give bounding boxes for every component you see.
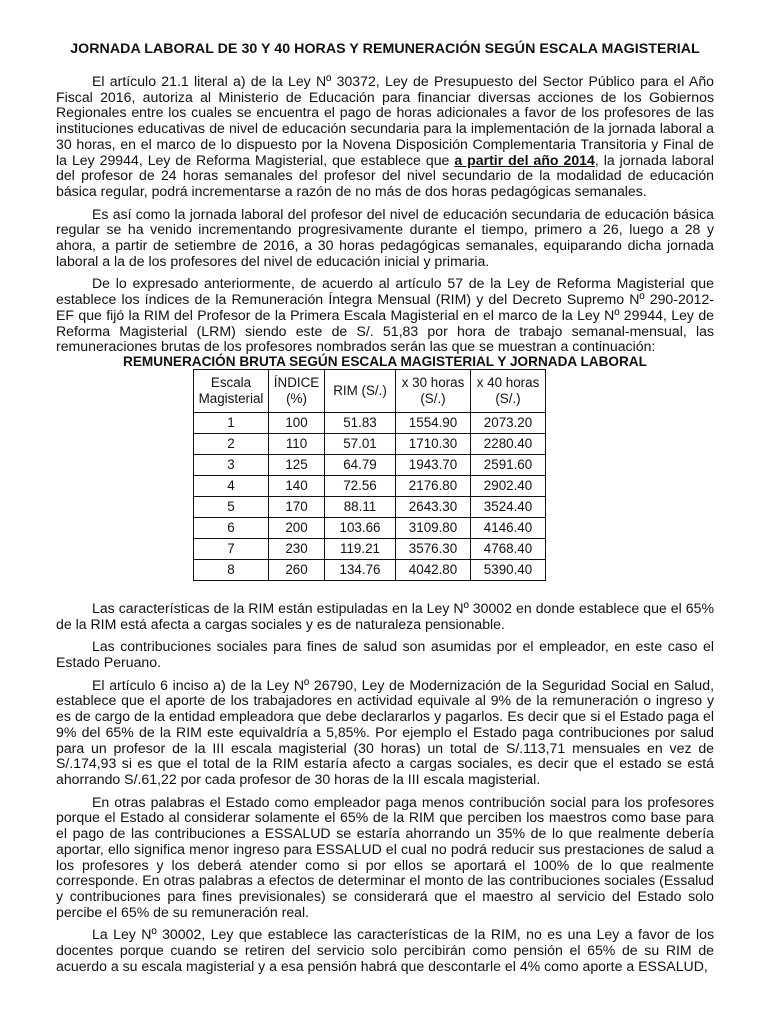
table-cell: 2643.30: [396, 496, 471, 517]
table-cell: 3524.40: [471, 496, 546, 517]
table-row: [194, 433, 546, 454]
table-cell: 4042.80: [396, 559, 471, 580]
table-cell: 103.66: [325, 517, 396, 538]
header-escala: Escala Magisterial: [194, 369, 269, 412]
paragraph-4: Las características de la RIM están estipuladas en la Ley Nº 30002 en donde establece que el 65% de la RIM está afecta a cargas sociales y es de naturaleza pensionable.: [56, 599, 714, 632]
table-cell: 5: [194, 496, 269, 517]
paragraph-1: [56, 74, 714, 200]
table-cell: 2902.40: [471, 475, 546, 496]
document-title: JORNADA LABORAL DE 30 Y 40 HORAS Y REMUNERACIÓN SEGÚN ESCALA MAGISTERIAL: [70, 41, 700, 57]
table-cell: 125: [269, 454, 325, 475]
table-cell: 4146.40: [471, 517, 546, 538]
table-cell: 2073.20: [471, 412, 546, 433]
table-cell: 57.01: [325, 433, 396, 454]
header-indice: ÍNDICE (%): [269, 369, 325, 412]
table-row: [194, 559, 546, 580]
table-cell: 200: [269, 517, 325, 538]
table-cell: 230: [269, 538, 325, 559]
table-row: [194, 454, 546, 475]
table-cell: 2280.40: [471, 433, 546, 454]
table-body: [194, 412, 546, 580]
table-cell: 6: [194, 517, 269, 538]
table-cell: 4: [194, 475, 269, 496]
paragraph-6: El artículo 6 inciso a) de la Ley Nº 26790, Ley de Modernización de la Seguridad Social en Salud, establece que el aporte de los trabajadores en actividad equivale al 9% de la remuneración o ingreso y es de cargo de la entidad empleadora que debe declararlos y pagarlos. Es decir que si el Estado paga el 9% del 65% de la RIM este equivaldría a 5,85%. Por ejemplo el Estado paga contribuciones por salud para un profesor de la III escala magisterial (30 horas) un total de S/.113,71 mensuales en vez de S/.174,93 si es que el total de la RIM estaría afecto a cargas sociales, es decir que el estado se está ahorrando S/.61,22 por cada profesor de 30 horas de la III escala magisterial.: [56, 676, 714, 787]
table-cell: 2: [194, 433, 269, 454]
table-cell: 1710.30: [396, 433, 471, 454]
table-cell: 3109.80: [396, 517, 471, 538]
paragraph-5: Las contribuciones sociales para fines de salud son asumidas por el empleador, en este caso el Estado Peruano.: [56, 638, 714, 671]
table-row: [194, 412, 546, 433]
table-cell: 134.76: [325, 559, 396, 580]
paragraph-1-text-end: , la jornada laboral del profesor de 24 horas semanales del profesor del nivel secundario de la modalidad de educación básica regular, podrá incrementarse a razón de no más de dos horas pedagógicas semanales.: [56, 151, 714, 199]
table-cell: 72.56: [325, 475, 396, 496]
table-cell: 1943.70: [396, 454, 471, 475]
table-row: [194, 475, 546, 496]
table-cell: 4768.40: [471, 538, 546, 559]
paragraph-7: En otras palabras el Estado como empleador paga menos contribución social para los profesores porque el Estado al considerar solamente el 65% de la RIM que perciben los maestros como base para el pago de las contribuciones a ESSALUD se estaría ahorrando un 35% de lo que realmente debería aportar, ello significa menor ingreso para ESSALUD el cual no podrá reducir sus prestaciones de salud a los profesores y los deberá atender como si por ellos se aportará el 100% de lo que realmente corresponde. En otras palabras a efectos de determinar el monto de las contribuciones sociales (Essalud y contribuciones para fines previsionales) se considerará que el maestro al servicio del Estado solo percibe el 65% de su remuneración real.: [56, 793, 714, 920]
header-rim: RIM (S/.): [325, 369, 396, 412]
table-cell: 7: [194, 538, 269, 559]
table-cell: 5390.40: [471, 559, 546, 580]
paragraph-3: De lo expresado anteriormente, de acuerdo al artículo 57 de la Ley de Reforma Magisterial que establece los índices de la Remuneración Íntegra Mensual (RIM) y del Decreto Supremo Nº 290-2012-EF que fijó la RIM del Profesor de la Primera Escala Magisterial en el marco de la Ley Nº 29944, Ley de Reforma Magisterial (LRM) siendo este de S/. 51,83 por hora de trabajo semanal-mensual, las remuneraciones brutas de los profesores nombrados serán las que se muestran a continuación:: [56, 275, 714, 355]
table-title: REMUNERACIÓN BRUTA SEGÚN ESCALA MAGISTERIAL Y JORNADA LABORAL: [123, 353, 647, 369]
table-cell: 170: [269, 496, 325, 517]
paragraph-1-emphasis: a partir del año 2014: [454, 151, 595, 168]
table-cell: 88.11: [325, 496, 396, 517]
table-cell: 2591.60: [471, 454, 546, 475]
paragraph-2: Es así como la jornada laboral del profesor del nivel de educación secundaria de educación básica regular se ha venido incrementando progresivamente durante el tiempo, primero a 26, luego a 28 y ahora, a partir de setiembre de 2016, a 30 horas pedagógicas semanales, equiparando dicha jornada laboral a la de los profesores del nivel de educación inicial y primaria.: [56, 205, 714, 269]
table-cell: 3576.30: [396, 538, 471, 559]
remuneration-table: [193, 369, 546, 581]
table-cell: 3: [194, 454, 269, 475]
paragraph-1-text-start: El artículo 21.1 literal a) de la Ley Nº 30372, Ley de Presupuesto del Sector Público para el Año Fiscal 2016, autoriza al Ministerio de Educación para financiar diversas acciones de los Gobiernos Regionales entre los cuales se encuentra el pago de horas adicionales a favor de los profesores de las instituciones educativas de nivel de educación secundaria para la implementación de la jornada laboral a 30 horas, en el marco de lo dispuesto por la Novena Disposición Complementaria Transitoria y Final de la Ley 29944, Ley de Reforma Magisterial, que establece que: [56, 73, 714, 168]
table-cell: 2176.80: [396, 475, 471, 496]
table-cell: 140: [269, 475, 325, 496]
table-cell: 64.79: [325, 454, 396, 475]
table-cell: 1: [194, 412, 269, 433]
table-row: [194, 538, 546, 559]
table-row: [194, 496, 546, 517]
table-cell: 1554.90: [396, 412, 471, 433]
paragraph-8: La Ley Nº 30002, Ley que establece las características de la RIM, no es una Ley a favor de los docentes porque cuando se retiren del servicio solo percibirán como pensión el 65% de su RIM de acuerdo a su escala magisterial y a esa pensión habrá que descontarle el 4% como aporte a ESSALUD,: [56, 926, 714, 974]
header-40-horas: x 40 horas (S/.): [471, 369, 546, 412]
table-cell: 110: [269, 433, 325, 454]
table-cell: 8: [194, 559, 269, 580]
table-cell: 119.21: [325, 538, 396, 559]
table-cell: 51.83: [325, 412, 396, 433]
table-cell: 260: [269, 559, 325, 580]
table-header-row: [194, 369, 546, 412]
table-cell: 100: [269, 412, 325, 433]
table-row: [194, 517, 546, 538]
header-30-horas: x 30 horas (S/.): [396, 369, 471, 412]
